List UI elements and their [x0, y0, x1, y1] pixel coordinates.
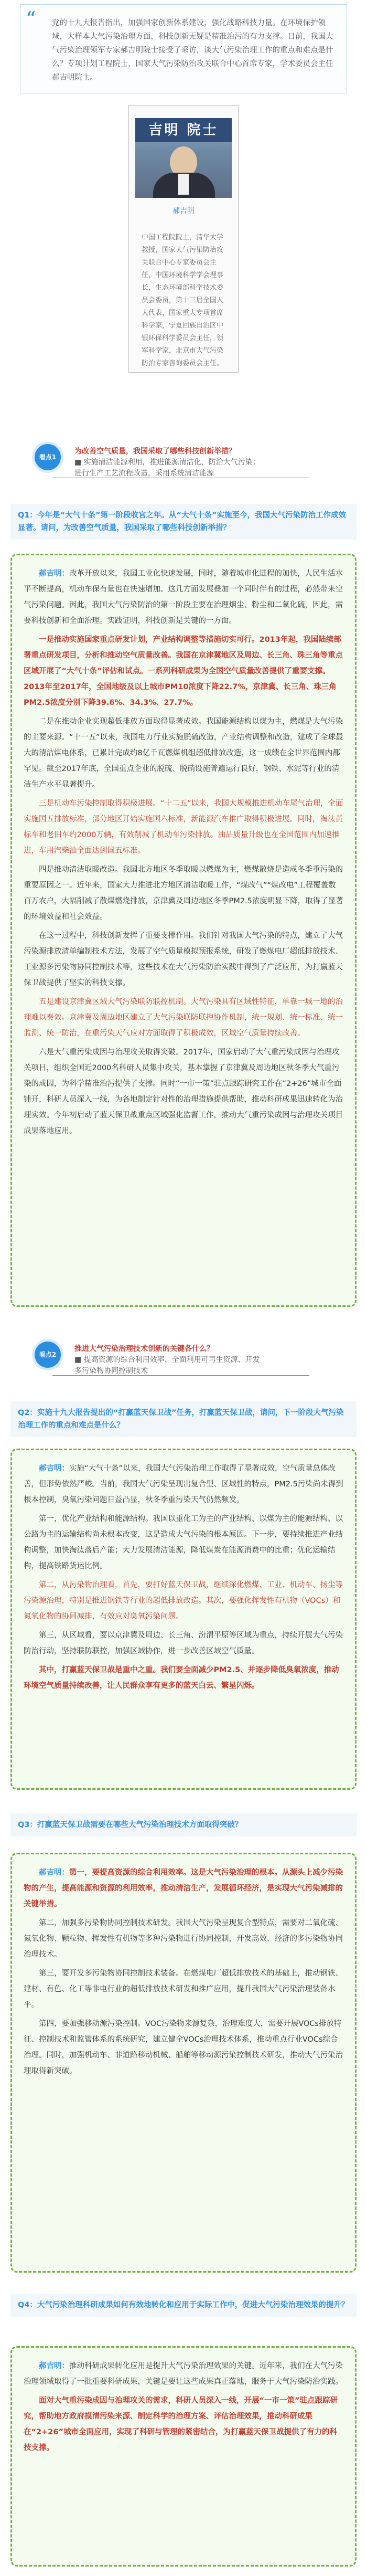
answer-paragraph: 六是大气重污染成因与治理攻关取得突破。2017年，国家启动了大气重污染成因与治理攻关项目，组织全国近2000名科研人员集中攻关，基本掌握了京津冀及周边地区秋冬季大气重污染的成因，为科学精准治污提供了支撑。同时“一市一策”驻点跟踪研究工作在“2+26”城市全面铺开，科研人员深入一线，为各地制定针对性的治理措施提供帮助，推动科研成果迅速转化为治理实效。今年初启动了蓝天保卫战重点区域强化监督工作，推动大气重污染成因与治理攻关项目成果落地应用。 [24, 1048, 343, 1135]
portrait-image [135, 118, 232, 198]
answer-paragraph: 推动科研成果转化应用是提升大气污染治理效果的关键。近年来，我们在大气污染治理领域取得了一批重要科研成果，关键是要让这些成果真正落地，服务于大气污染防治实践。 [24, 2362, 343, 2386]
answer-paragraph: 四是推动清洁取暖改造。我国北方地区冬季取暖以燃煤为主，燃煤散烧是造成冬季重污染的重要原因之一。近年来，国家大力推进北方地区清洁取暖工作，“煤改气”“煤改电”工程覆盖数百万农户，大幅削减了散煤燃烧排放，京津冀及周边地区冬季PM2.5浓度明显下降，取得了显著的环境效益和社会效益。 [24, 865, 343, 921]
answer-paragraph: 在这一过程中，科技创新发挥了重要支撑作用。我们针对我国大气污染的特点，建立了大气污染源排放清单编制技术方法，发展了空气质量模拟预报系统，研发了燃煤电厂超低排放技术、工业源多污染物协同控制技术等，这些技术在大气污染防治实践中得到了广泛应用，为打赢蓝天保卫战提供了坚实的科技支撑。 [24, 932, 343, 987]
profile-card [128, 105, 239, 373]
answer-1 [10, 554, 357, 1307]
highlight-subtitle: ■ 提高资源的综合利用效率、全面利用可再生资源、开发多污染物协同控制技术 [74, 1356, 260, 1375]
highlight-subtitle: ■ 实施清洁能源利用，推进能源清洁化，防治大气污染；进行生产工艺流程改造，采用系统清洁能源 [74, 458, 260, 478]
answer-paragraph: 一是推动实施国家重点研发计划，产业结构调整等措施切实可行。2013年起，我国陆续部署重点研发项目，分析和推动空气质量改善。我国在京津冀地区及周边、长三角、珠三角等重点区域开展了“大气十条”评估和试点。一系列科研成果为全国空气质量改善提供了重要支撑。2013年至2017年，全国地级及以上城市PM10浓度下降22.7%，京津冀、长三角、珠三角PM2.5浓度分别下降39.6%、34.3%、27.7%。 [24, 636, 343, 707]
highlight-banner-1 [0, 436, 367, 499]
answer-paragraph: 第三，从区域看，要以京津冀及周边、长三角、汾渭平原等区域为重点，持续开展大气污染防治行动，坚持联防联控，加强区域协作，进一步改善区域空气质量。 [24, 1631, 343, 1655]
highlight-badge: 看点2 [35, 1342, 61, 1368]
question-1: Q1：今年是“大气十条”第一阶段收官之年。从“大气十条”实施至今，我国大气污染防治工作成效显著。请问，为改善空气质量，我国采取了哪些科技创新举措？ [10, 504, 357, 540]
answer-2 [10, 1449, 357, 1790]
question-3: Q3：打赢蓝天保卫战需要在哪些大气污染治理技术方面取得突破？ [10, 1813, 357, 1836]
highlight-badge: 看点1 [35, 444, 61, 470]
answer-paragraph: 第四，要加强移动源污染控制。VOC污染物来源复杂，治理难度大，需要开展VOCs排放特征、控制技术和监管体系的系统研究，建立健全VOCs治理技术体系，推动重点行业VOCs综合治理。同时，加强机动车、非道路移动机械、船舶等移动源污染控制技术研发，推动大气污染治理取得新突破。 [24, 2020, 343, 2075]
answer-paragraph: 第三，要开发多污染物协同控制技术装备。在燃煤电厂超低排放技术的基础上，推动钢铁、建材、有色、化工等非电行业的超低排放技术研发和推广应用，提升我国大气污染治理装备水平。 [24, 1969, 343, 2009]
portrait-bio: 中国工程院院士，清华大学教授，国家大气污染防治攻关联合中心专家委员会主任，中国环境科学学会理事长，生态环境部科学技术委员会委员，第十三届全国人大代表，国家重大专项首席科学家，宁夏回族自治区中银环保科学委员会主任，领军科学家，北京市大气污染防治专家咨询委员会主任。 [142, 234, 224, 367]
speaker-name: 郝吉明： [39, 2362, 69, 2370]
answer-paragraph: 五是建设京津冀区域大气污染联防联控机制。大气污染具有区域性特征，单靠一城一地的治理难以奏效。京津冀及周边地区建立了大气污染联防联控协作机制，统一规划、统一标准、统一监测、统一防治，在重污染天气应对方面取得了积极成效，区域空气质量持续改善。 [24, 998, 343, 1038]
answer-paragraph: 面对大气重污染成因与治理攻关的需求，科研人员深入一线，开展“一市一策”驻点跟踪研究，帮助地方政府摸清污染来源、制定科学的治理方案、评估治理效果，推动科研成果在“2+26”城市全面应用，实现了科研与管理的紧密结合，为打赢蓝天保卫战提供了有力的科技支撑。 [24, 2396, 338, 2452]
question-4: Q4：大气污染治理科研成果如何有效地转化和应用于实际工作中，促进大气污染治理效果的提升？ [10, 2294, 357, 2317]
highlight-text [74, 446, 263, 479]
answer-paragraph: 三是机动车污染控制取得积极进展。“十二五”以来，我国大规模推进机动车尾气治理，全面实施国五排放标准，部分地区开始实施国六标准，新能源汽车推广取得积极进展。同时，淘汰黄标车和老旧车约2000万辆，有效削减了机动车污染排放。油品质量升级也在全国范围内加速推进，车用汽柴油全面达到国五标准。 [24, 799, 343, 855]
intro-box [20, 4, 347, 93]
intro-text: 党的十九大报告指出，加强国家创新体系建设，强化战略科技力量。在环境保护领域，大样本大气污染治理方面，科技创新无疑是精准治污的有力支撑。日前，我国大气污染治理领军专家郝吉明院士接受了采访，谈大气污染治理工作的重点和难点是什么？专项计划工程院士，国家大气污染防治攻关联合中心首席专家，学术委员会主任郝吉明院士。 [52, 19, 333, 82]
answer-paragraph: 改革开放以来，我国工业化快速发展，同时，随着城市化进程的加快，人民生活水平不断提高，机动车保有量也在快速增加。这几方面发展叠加一个同时伴有的过程，必然带来空气污染问题。因此，我国大气污染防治的第一阶段主要在治理烟尘、粉尘和二氧化硫，因此，需要科技创新和全面治理。实践证明，科技创新是关键的一方面。 [24, 569, 343, 625]
answer-paragraph: 实施“大气十条”以来，我国大气污染治理工作取得了显著成效，空气质量总体改善，但形势依然严峻。当前，我国大气污染呈现出复合型、区域性的特点，PM2.5污染尚未得到根本控制，臭氧污染问题日益凸显，秋冬季重污染天气仍然频发。 [24, 1464, 343, 1504]
answer-paragraph: 第一，优化产业结构和能源结构。我国以重化工为主的产业结构、以煤为主的能源结构、以公路为主的运输结构尚未根本改变，这是造成大气污染的根本原因。下一步，要持续推进产业结构调整，加快淘汰落后产能；大力发展清洁能源，降低煤炭在能源消费中的比重；优化运输结构，提高铁路货运比例。 [24, 1515, 343, 1570]
portrait-collar [178, 174, 189, 195]
question-2: Q2：实施十九大报告提出的“打赢蓝天保卫战”任务，打赢蓝天保卫战，请问，下一阶段大气污染治理工作的重点和难点是什么？ [10, 1401, 357, 1437]
speaker-name: 郝吉明： [39, 1464, 69, 1473]
answer-paragraph: 第一，要提高资源的综合利用效率。这是大气污染治理的根本。从源头上减少污染物的产生，提高能源和资源的利用效率，推动清洁生产，发展循环经济，是实现大气污染减排的关键举措。 [24, 1868, 343, 1908]
answer-4 [10, 2346, 357, 2567]
answer-paragraph: 第二，加强多污染物协同控制技术研发。我国大气污染呈现复合型特点，需要对二氧化硫、氮氧化物、颗粒物、挥发性有机物等多种污染物进行协同控制，开发高效、经济的多污染物协同治理技术。 [24, 1919, 343, 1959]
highlight-text [74, 1344, 263, 1377]
highlight-title: 推进大气污染治理技术创新的关键各什么？ [74, 1345, 214, 1353]
answer-paragraph: 第二，从污染物治理看，首先，要打好蓝天保卫战，继续深化燃煤、工业、机动车、扬尘等污染源治理，特别是推进钢铁等行业的超低排放改造。其次，要强化挥发性有机物（VOCs）和氮氧化物的协同减排，有效应对臭氧污染问题。 [24, 1581, 343, 1621]
quote-icon: “ [26, 7, 36, 30]
answer-paragraph: 二是在推动企业实现超低排放方面取得显著成效。我国能源结构以煤为主，燃煤是大气污染的主要来源。“十一五”以来，我国电力行业实施脱硫改造，产业结构调整和改造，建成了全球最大的清洁煤电体系，已累计完成约8亿千瓦燃煤机组超低排放改造，这一成绩在全世界范围内都罕见。截至2017年底，全国重点企业的脱硫、脱硝设施普遍运行良好，钢铁、水泥等行业的清洁生产水平显著提升。 [24, 717, 343, 789]
answer-paragraph: 其中，打赢蓝天保卫战是重中之重。我们要全面减少PM2.5、并逐步降低臭氧浓度，推动环境空气质量持续改善，让人民群众享有更多的蓝天白云、繁星闪烁。 [24, 1666, 339, 1690]
highlight-banner-2 [0, 1333, 367, 1396]
speaker-name: 郝吉明： [39, 1868, 69, 1877]
photo-banner-text: 吉明 院士 [135, 118, 232, 142]
highlight-title: 为改善空气质量，我国采取了哪些科技创新举措？ [74, 447, 236, 456]
answer-3 [10, 1853, 357, 2273]
portrait-caption: 郝吉明 [172, 207, 195, 215]
speaker-name: 郝吉明： [39, 569, 69, 578]
